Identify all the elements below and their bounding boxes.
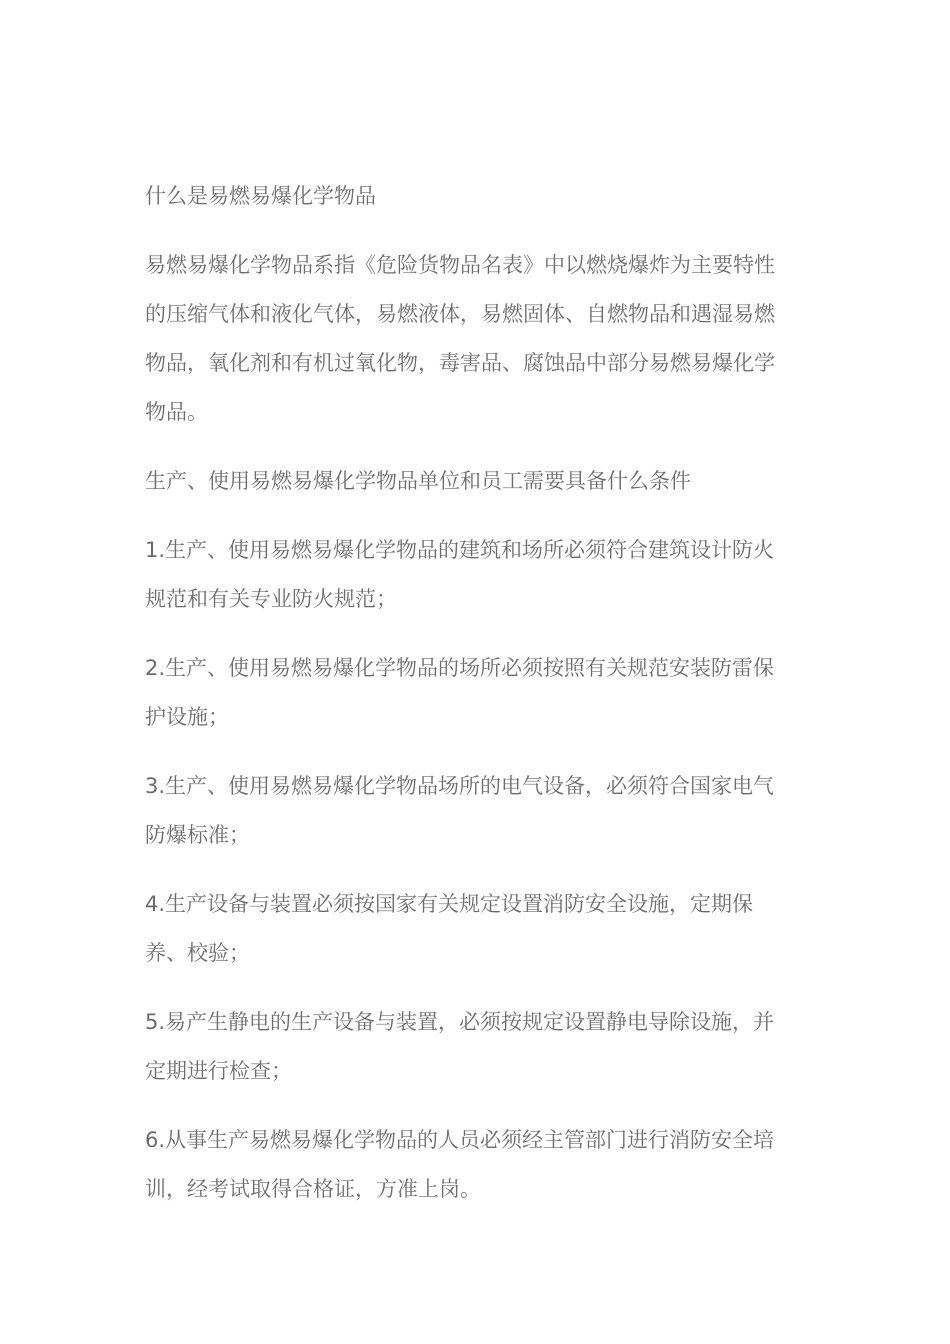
- requirement-item-1: 1.生产、使用易燃易爆化学物品的建筑和场所必须符合建筑设计防火规范和有关专业防火规范；: [145, 538, 775, 611]
- requirement-item-6: 6.从事生产易燃易爆化学物品的人员必须经主管部门进行消防安全培训，经考试取得合格证，方准上岗。: [145, 1128, 775, 1201]
- requirement-item-3: 3.生产、使用易燃易爆化学物品场所的电气设备，必须符合国家电气防爆标准；: [145, 774, 775, 847]
- document-body: [145, 172, 795, 1234]
- requirement-item-2: 2.生产、使用易燃易爆化学物品的场所必须按照有关规范安装防雷保护设施；: [145, 656, 775, 729]
- section-heading-definition: 什么是易燃易爆化学物品: [145, 184, 376, 208]
- section-heading-requirements: 生产、使用易燃易爆化学物品单位和员工需要具备什么条件: [145, 469, 691, 493]
- definition-paragraph: 易燃易爆化学物品系指《危险货物品名表》中以燃烧爆炸为主要特性的压缩气体和液化气体，易燃液体，易燃固体、自燃物品和遇湿易燃物品，氧化剂和有机过氧化物，毒害品、腐蚀品中部分易燃易爆化学物品。: [145, 253, 775, 424]
- requirement-item-5: 5.易产生静电的生产设备与装置，必须按规定设置静电导除设施，并定期进行检查；: [145, 1010, 775, 1083]
- requirement-item-4: 4.生产设备与装置必须按国家有关规定设置消防安全设施，定期保养、校验；: [145, 892, 754, 965]
